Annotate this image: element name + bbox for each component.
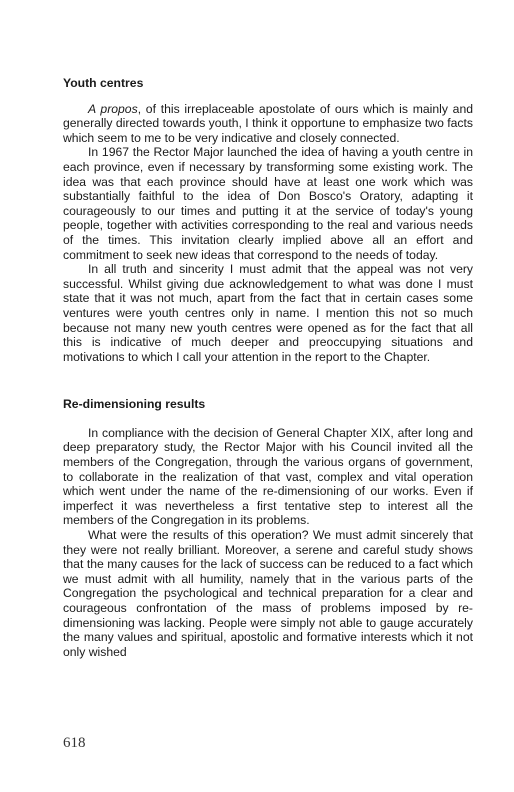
paragraph-text: , of this irreplaceable apostolate of ours which is mainly and generally directed towards youth, I think it opportune to emphasize two facts which seem to me to be very indicative and closely connected.	[63, 101, 473, 145]
paragraph: What were the results of this operation? We must admit sincerely that they were not really brilliant. Moreover, a serene and careful study shows that the many causes for the lack of success can be reduced to a fact which we must admit with all humility, namely that in the various parts of the Congregation the psychological and technical preparation for a clear and courageous confrontation of the mass of problems imposed by re-dimensioning was lacking. People were simply not able to gauge accurately the many values and spiritual, apostolic and formative interests which it not only wished	[63, 528, 473, 659]
section-heading-youth-centres: Youth centres	[63, 76, 144, 90]
section-heading-re-dimensioning: Re-dimensioning results	[63, 397, 206, 412]
paragraph	[63, 102, 473, 146]
paragraph: In all truth and sincerity I must admit that the appeal was not very successful. Whilst giving due acknowledgement to what was done I must state that it was not much, apart from the fact that in certain cases some ventures were youth centres only in name. I mention this not so much because not many new youth centres were opened as for the fact that all this is indicative of much deeper and preoccupying situations and motivations to which I call your attention in the report to the Chapter.	[63, 262, 473, 364]
paragraph: In 1967 the Rector Major launched the idea of having a youth centre in each province, even if necessary by transforming some existing work. The idea was that each province should have at least one work which was substantially faithful to the idea of Don Bosco's Oratory, adapting it courageously to our times and putting it at the service of today's young people, together with activities corresponding to the real and various needs of the times. This invitation clearly implied above all an effort and commitment to seek new ideas that correspond to the needs of today.	[63, 145, 473, 262]
paragraph-lead-italic: A propos	[88, 101, 138, 116]
paragraph: In compliance with the decision of General Chapter XIX, after long and deep preparatory study, the Rector Major with his Council invited all the members of the Congregation, through the various organs of government, to collaborate in the realization of that vast, complex and vital operation which went under the name of the re-dimensioning of our works. Even if imperfect it was nevertheless a first tentative step to interest all the members of the Congregation in its problems.	[63, 425, 473, 528]
page-number: 618	[63, 735, 86, 751]
page-body	[63, 76, 473, 659]
